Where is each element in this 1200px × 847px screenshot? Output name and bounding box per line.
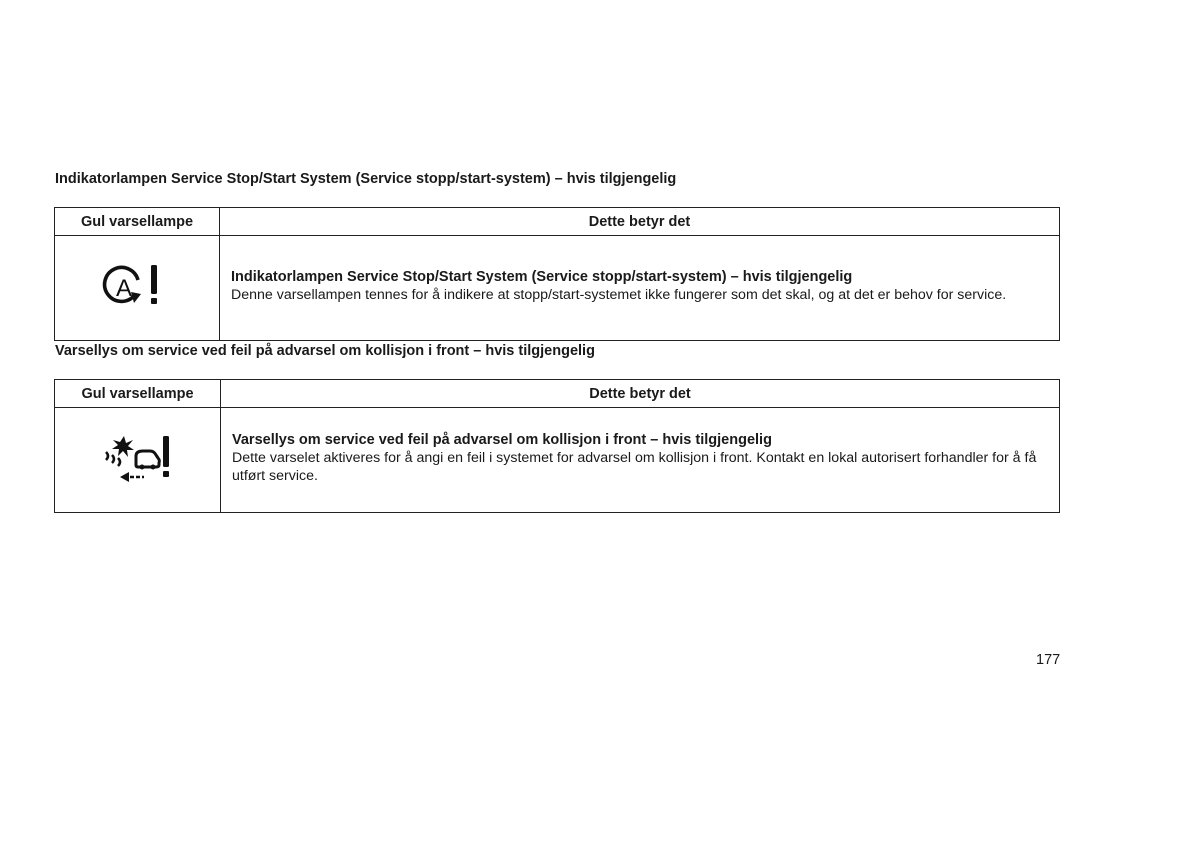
- description-cell: [221, 408, 1060, 513]
- table-row: [55, 408, 1060, 513]
- description-title: Indikatorlampen Service Stop/Start System (Service stopp/start-system) – hvis tilgjengelig: [231, 269, 853, 285]
- section-heading: Indikatorlampen Service Stop/Start System (Service stopp/start-system) – hvis tilgjengelig: [55, 171, 677, 187]
- table-row: [55, 236, 1060, 341]
- forward-collision-warning-icon: [55, 430, 220, 490]
- auto-stop-start-warning-icon: [55, 260, 219, 316]
- icon-cell: [55, 408, 221, 513]
- table-header-row: [55, 380, 1060, 408]
- table-header-row: [55, 208, 1060, 236]
- column-header-lamp: Gul varsellampe: [55, 208, 220, 236]
- description-text: Dette varselet aktiveres for å angi en feil i systemet for advarsel om kollisjon i front. Kontakt en lokal autorisert forhandler for å få utført service.: [232, 450, 1037, 484]
- icon-cell: [55, 236, 220, 341]
- description-title: Varsellys om service ved feil på advarsel om kollisjon i front – hvis tilgjengelig: [232, 432, 772, 448]
- svg-text:A: A: [115, 275, 133, 302]
- page-number: 177: [1036, 652, 1061, 668]
- description-text: Denne varsellampen tennes for å indikere at stopp/start-systemet ikke fungerer som det skal, og at det er behov for service.: [231, 287, 1007, 303]
- column-header-lamp: Gul varsellampe: [55, 380, 221, 408]
- description-cell: [220, 236, 1060, 341]
- column-header-meaning: Dette betyr det: [220, 208, 1060, 236]
- section-heading: Varsellys om service ved feil på advarsel om kollisjon i front – hvis tilgjengelig: [55, 343, 595, 359]
- warning-lamp-table: [54, 379, 1060, 513]
- warning-lamp-table: [54, 207, 1060, 341]
- column-header-meaning: Dette betyr det: [221, 380, 1060, 408]
